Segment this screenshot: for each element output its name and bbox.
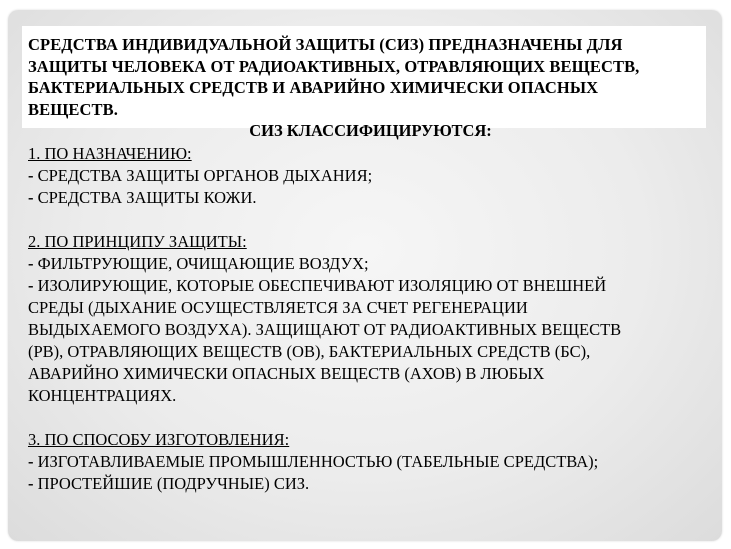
list-item-text: ИЗГОТАВЛИВАЕМЫЕ ПРОМЫШЛЕННОСТЬЮ (ТАБЕЛЬНЫЕ СРЕДСТВА); xyxy=(37,452,599,471)
bullet-dash: - xyxy=(28,474,38,493)
bullet-dash: - xyxy=(28,188,38,207)
spacer xyxy=(28,209,708,231)
list-item-continuation: АВАРИЙНО ХИМИЧЕСКИ ОПАСНЫХ ВЕЩЕСТВ (АХОВ) В ЛЮБЫХ xyxy=(28,364,545,383)
slide-body xyxy=(28,143,708,495)
title-line: БАКТЕРИАЛЬНЫХ СРЕДСТВ И АВАРИЙНО ХИМИЧЕСКИ ОПАСНЫХ xyxy=(28,78,599,97)
list-item-continuation: КОНЦЕНТРАЦИЯХ. xyxy=(28,386,177,405)
section-heading-manufacture: 3. ПО СПОСОБУ ИЗГОТОВЛЕНИЯ: xyxy=(28,430,290,449)
section-heading-purpose: 1. ПО НАЗНАЧЕНИЮ: xyxy=(28,144,192,163)
title-line: ВЕЩЕСТВ. xyxy=(28,99,118,119)
list-item-text: ПРОСТЕЙШИЕ (ПОДРУЧНЫЕ) СИЗ. xyxy=(37,474,310,493)
list-item-continuation: (РВ), ОТРАВЛЯЮЩИХ ВЕЩЕСТВ (ОВ), БАКТЕРИАЛЬНЫХ СРЕДСТВ (БС), xyxy=(28,342,591,361)
list-item xyxy=(28,275,708,297)
list-item xyxy=(28,473,708,495)
list-item-text: СРЕДСТВА ЗАЩИТЫ ОРГАНОВ ДЫХАНИЯ; xyxy=(37,166,373,185)
bullet-dash: - xyxy=(28,166,38,185)
list-item xyxy=(28,253,708,275)
list-item xyxy=(28,187,708,209)
list-item-continuation: ВЫДЫХАЕМОГО ВОЗДУХА). ЗАЩИЩАЮТ ОТ РАДИОАКТИВНЫХ ВЕЩЕСТВ xyxy=(28,320,622,339)
section-heading-principle: 2. ПО ПРИНЦИПУ ЗАЩИТЫ: xyxy=(28,232,247,251)
bullet-dash: - xyxy=(28,254,38,273)
bullet-dash: - xyxy=(28,452,38,471)
list-item-text: ФИЛЬТРУЮЩИЕ, ОЧИЩАЮЩИЕ ВОЗДУХ; xyxy=(37,254,369,273)
list-item-text: ИЗОЛИРУЮЩИЕ, КОТОРЫЕ ОБЕСПЕЧИВАЮТ ИЗОЛЯЦИЮ ОТ ВНЕШНЕЙ xyxy=(37,276,607,295)
list-item xyxy=(28,451,708,473)
spacer xyxy=(28,407,708,429)
list-item-text: СРЕДСТВА ЗАЩИТЫ КОЖИ. xyxy=(37,188,257,207)
title-line: ЗАЩИТЫ ЧЕЛОВЕКА ОТ РАДИОАКТИВНЫХ, ОТРАВЛЯЮЩИХ ВЕЩЕСТВ, xyxy=(28,56,640,76)
slide-title xyxy=(28,34,708,120)
list-item-continuation: СРЕДЫ (ДЫХАНИЕ ОСУЩЕСТВЛЯЕТСЯ ЗА СЧЕТ РЕГЕНЕРАЦИИ xyxy=(28,298,528,317)
bullet-dash: - xyxy=(28,276,38,295)
list-item xyxy=(28,165,708,187)
classification-subtitle: СИЗ КЛАССИФИЦИРУЮТСЯ: xyxy=(249,121,492,140)
title-line: СРЕДСТВА ИНДИВИДУАЛЬНОЙ ЗАЩИТЫ (СИЗ) ПРЕДНАЗНАЧЕНЫ ДЛЯ xyxy=(28,35,623,54)
